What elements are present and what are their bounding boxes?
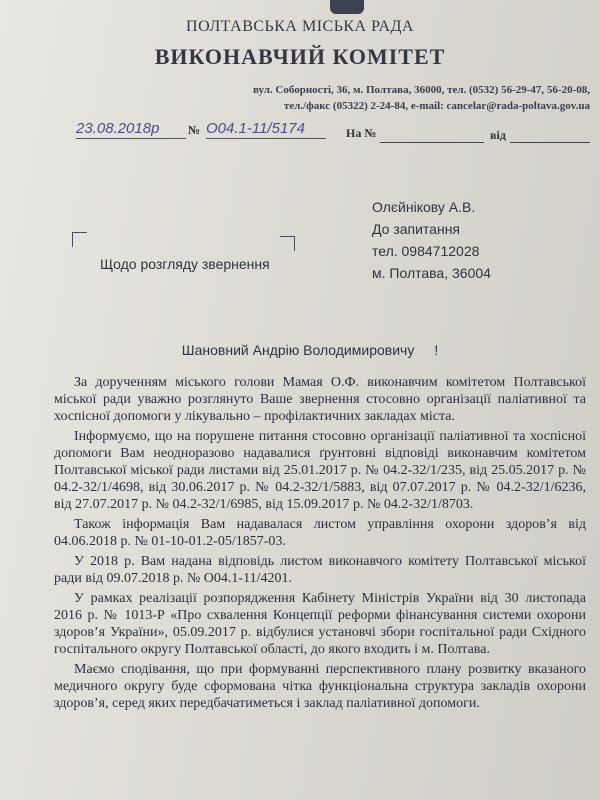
paragraph: Також інформація Вам надавалася листом управління охорони здоров’я від 04.06.2018 р. № 01-10-01.2-05/1857-03. [54, 517, 586, 549]
greeting-mark: ! [434, 342, 439, 358]
addressee-delivery: До запитання [372, 221, 461, 237]
paragraph: У 2018 р. Вам надана відповідь листом виконавчого комітету Полтавської міської ради від 09.07.2018 р. № О04.1-11/4201. [54, 554, 586, 586]
addressee-name: Олєйнікову А.В. [372, 199, 476, 215]
address-line-1: вул. Соборності, 36, м. Полтава, 36000, тел. (0532) 56-29-47, 56-20-08, [252, 84, 590, 96]
paragraph: У рамках реалізації розпорядження Кабінету Міністрів України від 30 листопада 2016 р. № 1013-Р «Про схвалення Концепції реформи фінансування системи охорони здоров’я України», 05.09.2017 р. відбулися установчі збори госпітальної ради Східного госпітального округу Полтавської області, до якого входить і м. Полтава. [54, 591, 586, 657]
addressee-phone: тел. 0984712028 [372, 243, 480, 259]
paragraph: Маємо сподівання, що при формуванні перспективного плану розвитку вказаного медичного округу буде сформована чітка функціональна структура закладів охорони здоров’я, серед яких передбачатиметься і заклад паліативної допомоги. [54, 662, 586, 711]
greeting [0, 342, 600, 358]
letter-subject: Щодо розгляду звернення [100, 256, 270, 272]
greeting-text: Шановний Андрію Володимировичу [181, 342, 415, 358]
city-emblem-icon [330, 0, 364, 14]
committee-name: ВИКОНАВЧИЙ КОМІТЕТ [154, 44, 446, 69]
reference-date-line [510, 142, 590, 143]
reference-label: На № [346, 126, 377, 140]
reference-date-label: від [490, 128, 506, 142]
paragraph: Інформуємо, що на порушене питання стосовно організації паліативної та хоспісної допомоги Вам неодноразово надавалися ґрунтовні відповіді виконавчим комітетом Полтавської міської ради листами від 25.01.2017 р. № 04.2-32/1/235, від 25.05.2017 р. № 04.2-32/1/4698, від 30.06.2017 р. № 04.2-32/1/5883, від 07.07.2017 р. № 04.2-32/1/6236, від 27.07.2017 р. № 04.2-32/1/6985, від 15.09.2017 р. № 04.2-32/1/8703. [54, 429, 586, 512]
council-name: ПОЛТАВСЬКА МІСЬКА РАДА [186, 18, 414, 35]
registration-date: 23.08.2018р [76, 120, 186, 139]
address-line-2: тел./факс (05322) 2-24-84, e-mail: cancelar@rada-poltava.gov.ua [283, 100, 590, 112]
addressee-city: м. Полтава, 36004 [372, 265, 491, 281]
registration-number: О04.1-11/5174 [206, 120, 326, 139]
paragraph: За дорученням міського голови Мамая О.Ф. виконавчим комітетом Полтавської міської ради уважно розглянуто Ваше звернення стосовно організації паліативної та хоспісної допомоги у лікувально – профілактичних закладах міста. [54, 375, 586, 424]
addressee-block [372, 196, 491, 284]
subject-corner-left [72, 232, 87, 247]
reference-number-line [380, 142, 484, 143]
registration-number-label: № [188, 123, 201, 137]
letter-body [54, 374, 586, 715]
subject-corner-right [280, 236, 295, 251]
